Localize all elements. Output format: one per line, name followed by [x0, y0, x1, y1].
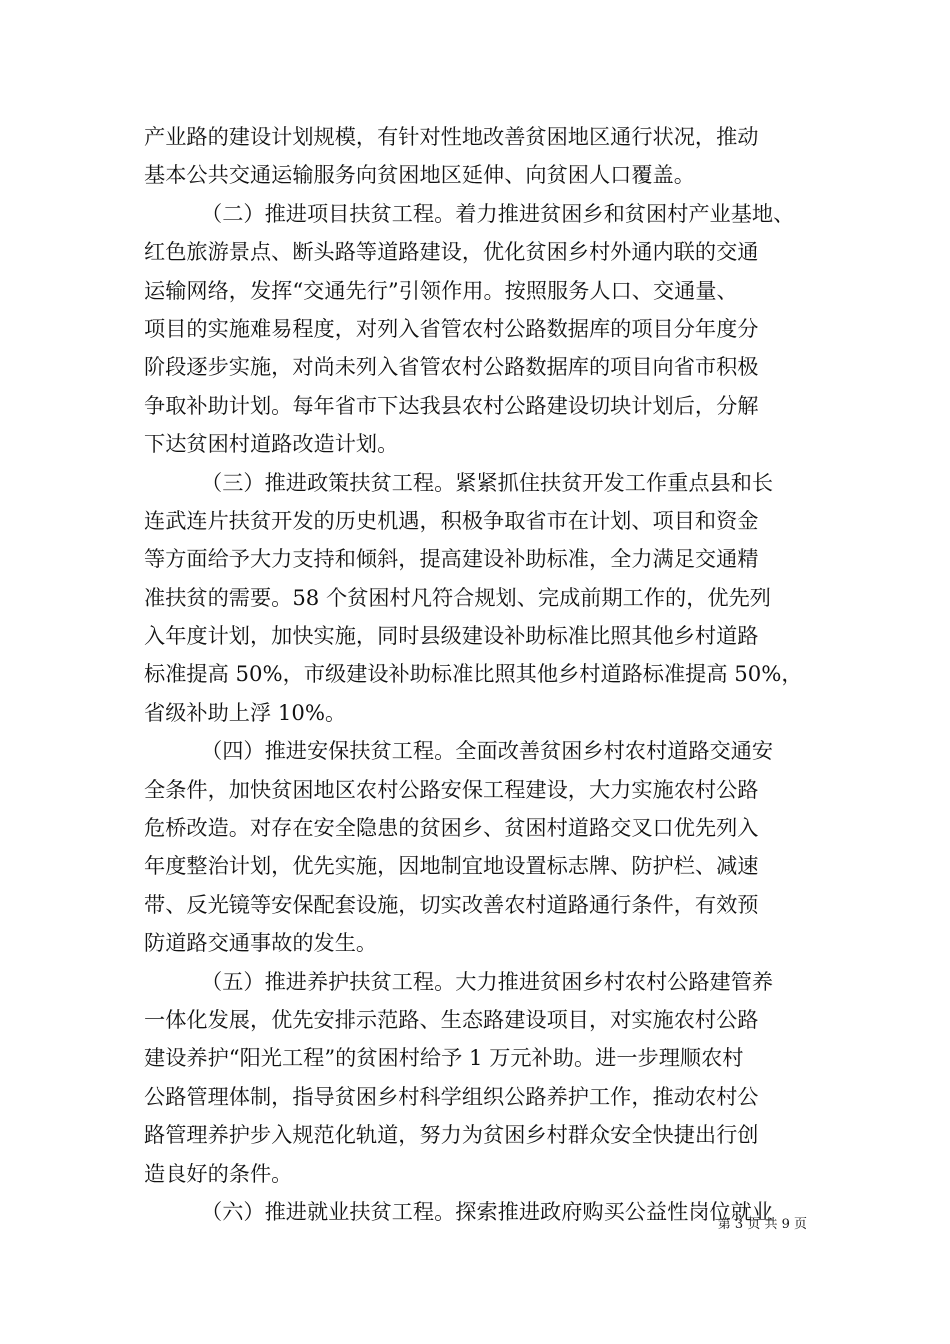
- text-line: 带、反光镜等安保配套设施，切实改善农村道路通行条件，有效预: [144, 891, 759, 917]
- text-line: 防道路交通事故的发生。: [144, 930, 378, 956]
- text-line: 路管理养护步入规范化轨道，努力为贫困乡村群众安全快捷出行创: [144, 1122, 759, 1148]
- text-line: 全条件，加快贫困地区农村公路安保工程建设，大力实施农村公路: [144, 776, 759, 802]
- text-line: 运输网络，发挥“交通先行”引领作用。按照服务人口、交通量、: [144, 277, 738, 303]
- text-line: 产业路的建设计划规模，有针对性地改善贫困地区通行状况，推动: [144, 124, 759, 149]
- text-line: 标准提高 50%，市级建设补助标准比照其他乡村道路标准提高 50%，: [144, 661, 803, 687]
- text-line: 项目的实施难易程度，对列入省管农村公路数据库的项目分年度分: [144, 315, 759, 341]
- text-line: 公路管理体制，指导贫困乡村科学组织公路养护工作，推动农村公: [144, 1083, 759, 1109]
- text-line: 一体化发展，优先安排示范路、生态路建设项目，对实施农村公路: [144, 1006, 759, 1032]
- text-line: 年度整治计划，优先实施，因地制宜地设置标志牌、防护栏、减速: [144, 853, 759, 879]
- text-line: 造良好的条件。: [144, 1160, 293, 1186]
- text-line: （四）推进安保扶贫工程。全面改善贫困乡村农村道路交通安: [201, 738, 774, 764]
- text-line: 红色旅游景点、断头路等道路建设，优化贫困乡村外通内联的交通: [144, 239, 759, 265]
- text-line: 等方面给予大力支持和倾斜，提高建设补助标准，全力满足交通精: [144, 546, 759, 572]
- text-line: （五）推进养护扶贫工程。大力推进贫困乡村农村公路建管养: [201, 968, 774, 994]
- text-line: （六）推进就业扶贫工程。探索推进政府购买公益性岗位就业: [201, 1198, 774, 1224]
- text-line: 入年度计划，加快实施，同时县级建设补助标准比照其他乡村道路: [144, 623, 759, 649]
- page-number: 第 3 页 共 9 页: [717, 1217, 807, 1232]
- text-line: 危桥改造。对存在安全隐患的贫困乡、贫困村道路交叉口优先列入: [144, 815, 759, 841]
- text-line: （三）推进政策扶贫工程。紧紧抓住扶贫开发工作重点县和长: [201, 469, 774, 495]
- text-line: 建设养护“阳光工程”的贫困村给予 1 万元补助。进一步理顺农村: [144, 1045, 744, 1071]
- text-line: 连武连片扶贫开发的历史机遇，积极争取省市在计划、项目和资金: [144, 507, 759, 533]
- text-line: 基本公共交通运输服务向贫困地区延伸、向贫困人口覆盖。: [144, 162, 695, 188]
- text-line: 阶段逐步实施，对尚未列入省管农村公路数据库的项目向省市积极: [144, 354, 759, 380]
- text-line: 下达贫困村道路改造计划。: [144, 431, 399, 457]
- body-text: [144, 118, 808, 1231]
- text-line: 争取补助计划。每年省市下达我县农村公路建设切块计划后，分解: [144, 392, 759, 418]
- text-line: 准扶贫的需要。58 个贫困村凡符合规划、完成前期工作的，优先列: [144, 584, 771, 610]
- text-line: 省级补助上浮 10%。: [144, 699, 347, 725]
- text-line: （二）推进项目扶贫工程。着力推进贫困乡和贫困村产业基地、: [201, 200, 795, 226]
